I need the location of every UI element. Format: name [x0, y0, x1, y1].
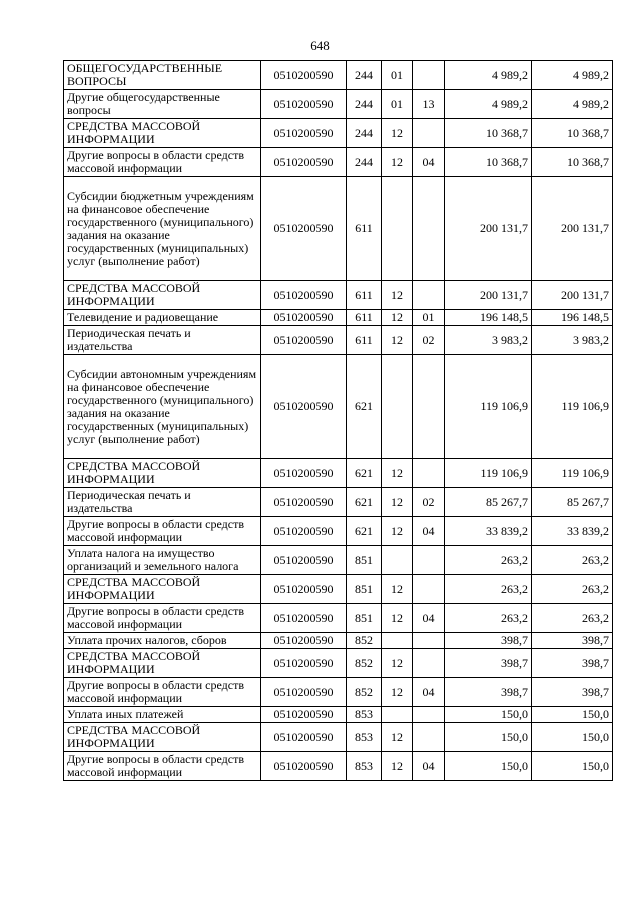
row-section: 12	[382, 326, 413, 355]
table-row	[64, 723, 613, 752]
row-expense-type: 611	[347, 177, 382, 281]
row-target-code: 0510200590	[261, 546, 347, 575]
table-row	[64, 604, 613, 633]
row-sum-1: 150,0	[445, 707, 532, 723]
table-row	[64, 678, 613, 707]
row-section: 12	[382, 723, 413, 752]
row-sum-2: 10 368,7	[532, 148, 613, 177]
row-sum-2: 119 106,9	[532, 459, 613, 488]
row-sum-2: 398,7	[532, 649, 613, 678]
row-target-code: 0510200590	[261, 575, 347, 604]
row-section: 01	[382, 61, 413, 90]
row-name: Периодическая печать и издательства	[64, 326, 261, 355]
row-section: 12	[382, 119, 413, 148]
row-expense-type: 621	[347, 459, 382, 488]
row-sum-1: 263,2	[445, 604, 532, 633]
row-sum-1: 3 983,2	[445, 326, 532, 355]
row-target-code: 0510200590	[261, 633, 347, 649]
row-sum-2: 200 131,7	[532, 281, 613, 310]
row-target-code: 0510200590	[261, 752, 347, 781]
row-name: Телевидение и радиовещание	[64, 310, 261, 326]
table-row	[64, 281, 613, 310]
row-sum-1: 398,7	[445, 649, 532, 678]
table-row	[64, 649, 613, 678]
row-expense-type: 851	[347, 604, 382, 633]
row-sum-2: 4 989,2	[532, 90, 613, 119]
table-row	[64, 488, 613, 517]
row-sum-1: 263,2	[445, 575, 532, 604]
row-name: СРЕДСТВА МАССОВОЙ ИНФОРМАЦИИ	[64, 649, 261, 678]
row-target-code: 0510200590	[261, 310, 347, 326]
row-target-code: 0510200590	[261, 326, 347, 355]
row-expense-type: 853	[347, 752, 382, 781]
row-subsection: 02	[413, 326, 445, 355]
row-target-code: 0510200590	[261, 355, 347, 459]
row-subsection	[413, 281, 445, 310]
table-row	[64, 752, 613, 781]
row-sum-2: 33 839,2	[532, 517, 613, 546]
row-section: 12	[382, 488, 413, 517]
row-name: Уплата налога на имущество организаций и земельного налога	[64, 546, 261, 575]
row-name: СРЕДСТВА МАССОВОЙ ИНФОРМАЦИИ	[64, 281, 261, 310]
row-expense-type: 853	[347, 707, 382, 723]
table-row	[64, 517, 613, 546]
row-sum-2: 196 148,5	[532, 310, 613, 326]
table-row	[64, 633, 613, 649]
row-section	[382, 633, 413, 649]
row-target-code: 0510200590	[261, 281, 347, 310]
row-target-code: 0510200590	[261, 723, 347, 752]
row-target-code: 0510200590	[261, 119, 347, 148]
row-sum-2: 200 131,7	[532, 177, 613, 281]
row-section: 12	[382, 752, 413, 781]
table-row	[64, 119, 613, 148]
row-expense-type: 852	[347, 649, 382, 678]
row-name: Уплата иных платежей	[64, 707, 261, 723]
row-subsection	[413, 649, 445, 678]
row-expense-type: 851	[347, 546, 382, 575]
row-target-code: 0510200590	[261, 177, 347, 281]
row-target-code: 0510200590	[261, 459, 347, 488]
row-sum-2: 3 983,2	[532, 326, 613, 355]
row-sum-2: 398,7	[532, 633, 613, 649]
row-subsection: 04	[413, 752, 445, 781]
row-subsection: 01	[413, 310, 445, 326]
row-section	[382, 355, 413, 459]
row-sum-1: 119 106,9	[445, 355, 532, 459]
row-section: 01	[382, 90, 413, 119]
row-name: Уплата прочих налогов, сборов	[64, 633, 261, 649]
row-sum-1: 150,0	[445, 723, 532, 752]
row-target-code: 0510200590	[261, 61, 347, 90]
row-subsection	[413, 707, 445, 723]
row-expense-type: 621	[347, 517, 382, 546]
row-sum-2: 85 267,7	[532, 488, 613, 517]
row-section: 12	[382, 310, 413, 326]
budget-table	[63, 60, 613, 781]
table-row	[64, 355, 613, 459]
table-row	[64, 90, 613, 119]
row-sum-2: 150,0	[532, 707, 613, 723]
row-target-code: 0510200590	[261, 90, 347, 119]
row-subsection: 04	[413, 604, 445, 633]
row-sum-1: 200 131,7	[445, 281, 532, 310]
row-name: Другие вопросы в области средств массовой информации	[64, 604, 261, 633]
row-expense-type: 611	[347, 326, 382, 355]
row-sum-1: 119 106,9	[445, 459, 532, 488]
row-section	[382, 707, 413, 723]
row-name: Субсидии автономным учреждениям на финансовое обеспечение государственного (муниципального) задания на оказание государственных (муниципальных) услуг (выполнение работ)	[64, 355, 261, 459]
row-name: СРЕДСТВА МАССОВОЙ ИНФОРМАЦИИ	[64, 723, 261, 752]
row-name: Другие вопросы в области средств массовой информации	[64, 517, 261, 546]
row-expense-type: 621	[347, 355, 382, 459]
row-name: Субсидии бюджетным учреждениям на финансовое обеспечение государственного (муниципального) задания на оказание государственных (муниципальных) услуг (выполнение работ)	[64, 177, 261, 281]
row-expense-type: 852	[347, 633, 382, 649]
row-subsection: 02	[413, 488, 445, 517]
table-row	[64, 177, 613, 281]
row-subsection	[413, 723, 445, 752]
row-subsection	[413, 546, 445, 575]
row-sum-1: 398,7	[445, 633, 532, 649]
row-subsection: 04	[413, 517, 445, 546]
row-expense-type: 244	[347, 90, 382, 119]
row-sum-1: 85 267,7	[445, 488, 532, 517]
row-section: 12	[382, 148, 413, 177]
table-row	[64, 546, 613, 575]
row-sum-1: 398,7	[445, 678, 532, 707]
row-sum-2: 119 106,9	[532, 355, 613, 459]
row-subsection	[413, 119, 445, 148]
row-sum-2: 398,7	[532, 678, 613, 707]
row-subsection	[413, 575, 445, 604]
row-sum-1: 4 989,2	[445, 90, 532, 119]
row-section: 12	[382, 517, 413, 546]
row-expense-type: 244	[347, 148, 382, 177]
row-section: 12	[382, 604, 413, 633]
row-section: 12	[382, 678, 413, 707]
row-expense-type: 611	[347, 281, 382, 310]
row-expense-type: 852	[347, 678, 382, 707]
table-row	[64, 459, 613, 488]
row-name: Другие вопросы в области средств массовой информации	[64, 752, 261, 781]
row-sum-1: 33 839,2	[445, 517, 532, 546]
row-section	[382, 546, 413, 575]
row-expense-type: 244	[347, 119, 382, 148]
row-name: СРЕДСТВА МАССОВОЙ ИНФОРМАЦИИ	[64, 459, 261, 488]
row-section: 12	[382, 281, 413, 310]
table-row	[64, 61, 613, 90]
row-sum-1: 10 368,7	[445, 148, 532, 177]
row-sum-1: 4 989,2	[445, 61, 532, 90]
row-target-code: 0510200590	[261, 678, 347, 707]
row-expense-type: 611	[347, 310, 382, 326]
row-subsection	[413, 61, 445, 90]
row-sum-2: 263,2	[532, 546, 613, 575]
row-expense-type: 853	[347, 723, 382, 752]
row-sum-1: 200 131,7	[445, 177, 532, 281]
table-row	[64, 326, 613, 355]
row-subsection	[413, 177, 445, 281]
row-name: ОБЩЕГОСУДАРСТВЕННЫЕ ВОПРОСЫ	[64, 61, 261, 90]
row-sum-1: 10 368,7	[445, 119, 532, 148]
row-subsection: 04	[413, 678, 445, 707]
row-sum-1: 263,2	[445, 546, 532, 575]
row-sum-2: 150,0	[532, 752, 613, 781]
row-expense-type: 851	[347, 575, 382, 604]
row-sum-2: 150,0	[532, 723, 613, 752]
row-target-code: 0510200590	[261, 488, 347, 517]
row-subsection	[413, 633, 445, 649]
row-section: 12	[382, 649, 413, 678]
row-sum-2: 263,2	[532, 604, 613, 633]
row-target-code: 0510200590	[261, 707, 347, 723]
table-row	[64, 707, 613, 723]
row-target-code: 0510200590	[261, 148, 347, 177]
row-expense-type: 244	[347, 61, 382, 90]
row-subsection	[413, 355, 445, 459]
page-number: 648	[310, 38, 330, 53]
row-name: Другие вопросы в области средств массовой информации	[64, 148, 261, 177]
row-name: Другие общегосударственные вопросы	[64, 90, 261, 119]
table-row	[64, 310, 613, 326]
row-sum-2: 10 368,7	[532, 119, 613, 148]
row-target-code: 0510200590	[261, 649, 347, 678]
row-subsection	[413, 459, 445, 488]
row-subsection: 13	[413, 90, 445, 119]
row-name: Периодическая печать и издательства	[64, 488, 261, 517]
row-expense-type: 621	[347, 488, 382, 517]
row-sum-2: 4 989,2	[532, 61, 613, 90]
row-name: СРЕДСТВА МАССОВОЙ ИНФОРМАЦИИ	[64, 575, 261, 604]
row-name: Другие вопросы в области средств массовой информации	[64, 678, 261, 707]
row-sum-1: 196 148,5	[445, 310, 532, 326]
row-section: 12	[382, 459, 413, 488]
row-target-code: 0510200590	[261, 604, 347, 633]
row-subsection: 04	[413, 148, 445, 177]
row-sum-1: 150,0	[445, 752, 532, 781]
row-sum-2: 263,2	[532, 575, 613, 604]
row-section	[382, 177, 413, 281]
row-name: СРЕДСТВА МАССОВОЙ ИНФОРМАЦИИ	[64, 119, 261, 148]
row-section: 12	[382, 575, 413, 604]
row-target-code: 0510200590	[261, 517, 347, 546]
table-row	[64, 148, 613, 177]
table-row	[64, 575, 613, 604]
